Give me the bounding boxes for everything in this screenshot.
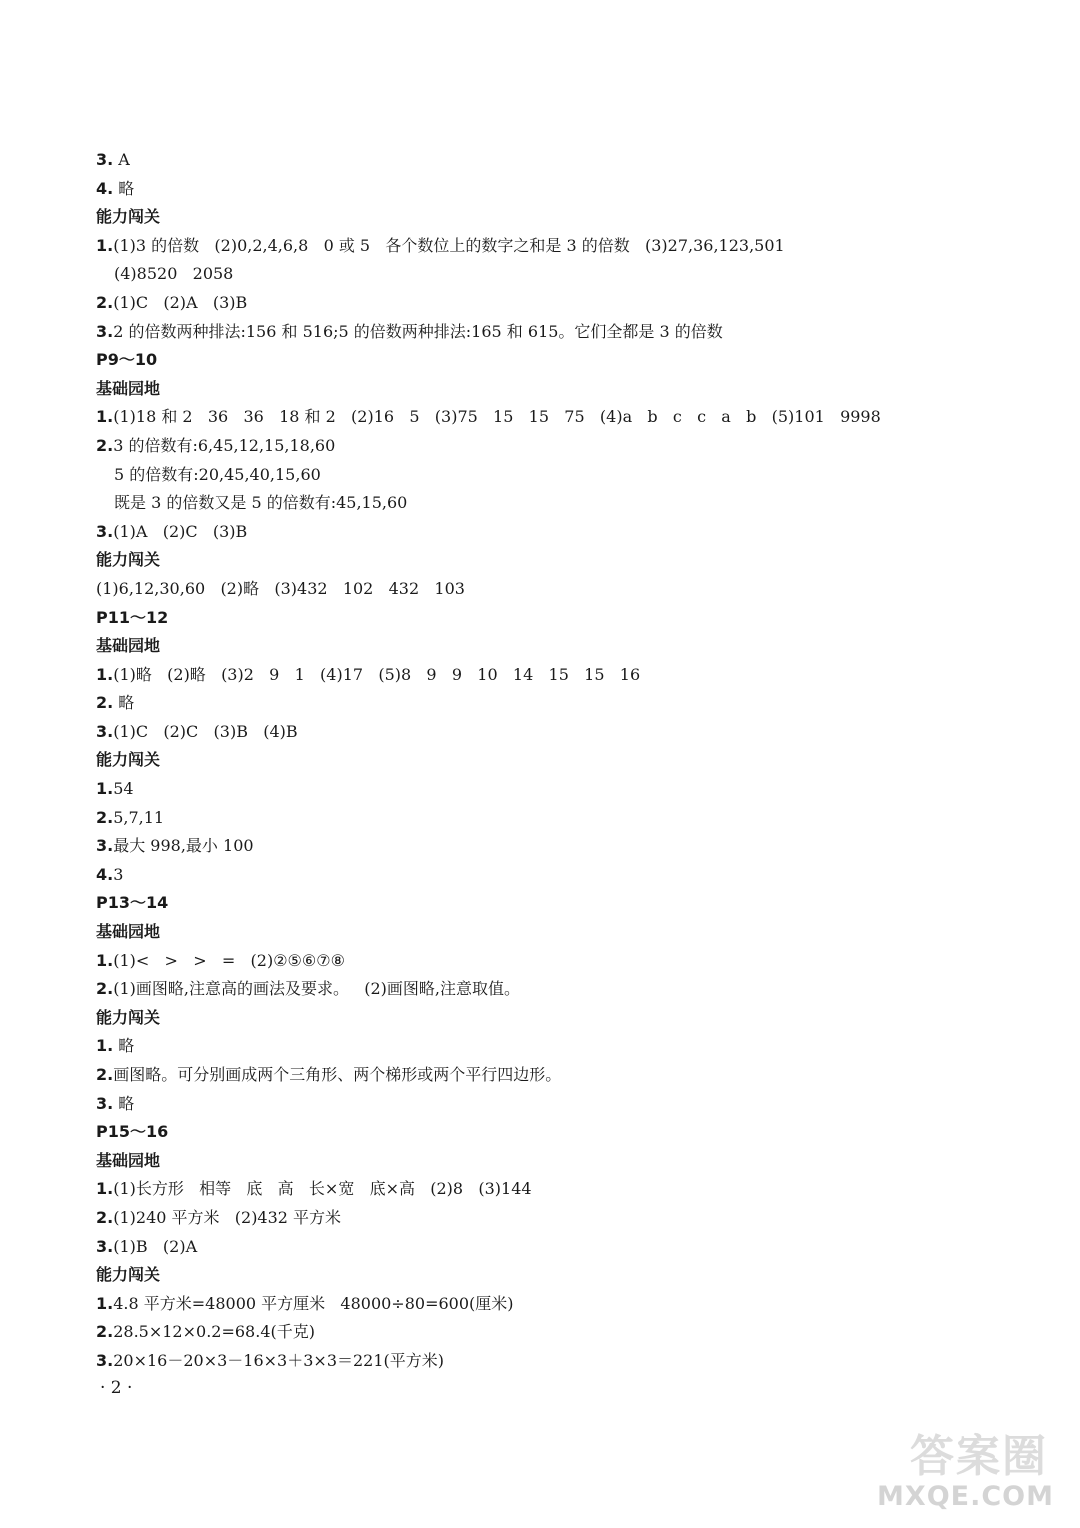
answer-item xyxy=(96,518,996,547)
item-text: 3 xyxy=(113,864,124,884)
item-text: 4.8 平方米=48000 平方厘米 48000÷80=600(厘米) xyxy=(113,1293,514,1313)
answer-continuation: (4)8520 2058 xyxy=(114,264,234,284)
answer-continuation: 5 的倍数有:20,45,40,15,60 xyxy=(114,464,321,484)
answer-item xyxy=(96,1204,996,1233)
item-number: 1. xyxy=(96,1036,114,1056)
answer-item xyxy=(96,661,996,690)
item-text: A xyxy=(113,150,130,169)
item-number: 4. xyxy=(96,178,114,198)
answer-item xyxy=(96,775,996,804)
item-number: 1. xyxy=(96,1179,114,1199)
item-text: (1)A (2)C (3)B xyxy=(113,521,248,541)
item-number: 2. xyxy=(96,979,114,999)
answer-item xyxy=(96,947,996,976)
item-number: 3. xyxy=(96,321,114,341)
item-number: 2. xyxy=(96,1065,114,1084)
item-text: (1)240 平方米 (2)432 平方米 xyxy=(113,1207,342,1227)
item-number: 2. xyxy=(96,807,114,827)
item-text: 28.5×12×0.2=68.4(千克) xyxy=(113,1322,315,1342)
item-number: 1. xyxy=(96,664,114,684)
answer-item xyxy=(96,1347,996,1376)
item-text: 54 xyxy=(113,779,134,799)
answer-content xyxy=(96,146,996,1376)
item-text: 略 xyxy=(113,1036,135,1056)
item-text: 画图略。可分别画成两个三角形、两个梯形或两个平行四边形。 xyxy=(113,1065,562,1084)
item-number: 1. xyxy=(96,1293,114,1313)
section-heading: P11～12 xyxy=(96,607,169,627)
answer-item xyxy=(96,1318,996,1347)
item-text: 略 xyxy=(113,1093,135,1113)
item-number: 3. xyxy=(96,1350,114,1370)
answer-item xyxy=(96,1061,996,1090)
item-text: 略 xyxy=(113,693,135,713)
answer-item xyxy=(96,232,996,261)
item-number: 1. xyxy=(96,779,114,799)
section-heading: 能力闯关 xyxy=(96,550,161,570)
answer-item xyxy=(96,804,996,833)
section-heading: 能力闯关 xyxy=(96,207,161,227)
item-number: 3. xyxy=(96,521,114,541)
item-number: 3. xyxy=(96,1236,114,1256)
section-heading: 能力闯关 xyxy=(96,1265,161,1285)
answer-item xyxy=(96,289,996,318)
section-heading: P15～16 xyxy=(96,1122,169,1142)
answer-item xyxy=(96,975,996,1004)
answer-item xyxy=(96,1233,996,1262)
item-number: 4. xyxy=(96,864,114,884)
answer-item xyxy=(96,718,996,747)
section-heading: 能力闯关 xyxy=(96,750,161,770)
answer-continuation: 既是 3 的倍数又是 5 的倍数有:45,15,60 xyxy=(114,493,408,513)
page-number: · 2 · xyxy=(100,1378,133,1398)
item-text: (1)C (2)C (3)B (4)B xyxy=(113,721,298,741)
item-number: 3. xyxy=(96,721,114,741)
answer-item xyxy=(96,1032,996,1061)
item-number: 1. xyxy=(96,235,114,255)
section-heading: 基础园地 xyxy=(96,1150,161,1170)
item-text: (1)C (2)A (3)B xyxy=(113,292,248,312)
section-heading: 能力闯关 xyxy=(96,1007,161,1027)
item-text: 3 的倍数有:6,45,12,15,18,60 xyxy=(113,435,336,455)
section-heading: 基础园地 xyxy=(96,636,161,656)
answer-item xyxy=(96,403,996,432)
item-text: 2 的倍数两种排法:156 和 516;5 的倍数两种排法:165 和 615。它们全都是 3 的倍数 xyxy=(113,321,723,341)
answer-item xyxy=(96,146,996,175)
item-text: (1)18 和 2 36 36 18 和 2 (2)16 5 (3)75 15 15 75 (4)a b c c a b (5)101 9998 xyxy=(113,407,881,427)
answer-item xyxy=(96,1290,996,1319)
item-number: 3. xyxy=(96,836,114,856)
answer-item xyxy=(96,1175,996,1204)
item-text: 略 xyxy=(113,178,135,198)
item-number: 2. xyxy=(96,693,114,713)
item-text: (1)画图略,注意高的画法及要求。 (2)画图略,注意取值。 xyxy=(113,979,520,999)
section-heading: 基础园地 xyxy=(96,922,161,942)
item-number: 2. xyxy=(96,435,114,455)
item-text: (1)B (2)A xyxy=(113,1236,198,1256)
answer-item xyxy=(96,861,996,890)
section-heading: 基础园地 xyxy=(96,378,161,398)
answer-item xyxy=(96,689,996,718)
item-number: 2. xyxy=(96,292,114,312)
item-number: 3. xyxy=(96,1093,114,1113)
item-number: 1. xyxy=(96,407,114,427)
answer-item xyxy=(96,175,996,204)
watermark-logo: 答案圈 xyxy=(910,1431,1048,1482)
answer-item xyxy=(96,432,996,461)
item-text: 最大 998,最小 100 xyxy=(113,836,254,856)
item-number: 2. xyxy=(96,1207,114,1227)
item-text: 5,7,11 xyxy=(113,807,165,827)
answer-item xyxy=(96,832,996,861)
item-number: 1. xyxy=(96,950,114,970)
item-text: 20×16－20×3－16×3＋3×3＝221(平方米) xyxy=(113,1350,445,1370)
item-number: 2. xyxy=(96,1322,114,1342)
item-text: (1)略 (2)略 (3)2 9 1 (4)17 (5)8 9 9 10 14 15 15 16 xyxy=(113,664,641,684)
item-text: (1)长方形 相等 底 高 长×宽 底×高 (2)8 (3)144 xyxy=(113,1179,532,1199)
answer-item xyxy=(96,1090,996,1119)
answer-item xyxy=(96,318,996,347)
item-number: 3. xyxy=(96,150,114,169)
item-text: (1)3 的倍数 (2)0,2,4,6,8 0 或 5 各个数位上的数字之和是 3 的倍数 (3)27,36,123,501 xyxy=(113,235,785,255)
section-heading: P9～10 xyxy=(96,350,158,370)
watermark-url: MXQE.COM xyxy=(877,1481,1054,1512)
section-heading: P13～14 xyxy=(96,893,169,913)
answer-line: (1)6,12,30,60 (2)略 (3)432 102 432 103 xyxy=(96,578,465,598)
watermark xyxy=(876,1420,1054,1512)
item-text: (1)< > > = (2)②⑤⑥⑦⑧ xyxy=(113,950,345,970)
